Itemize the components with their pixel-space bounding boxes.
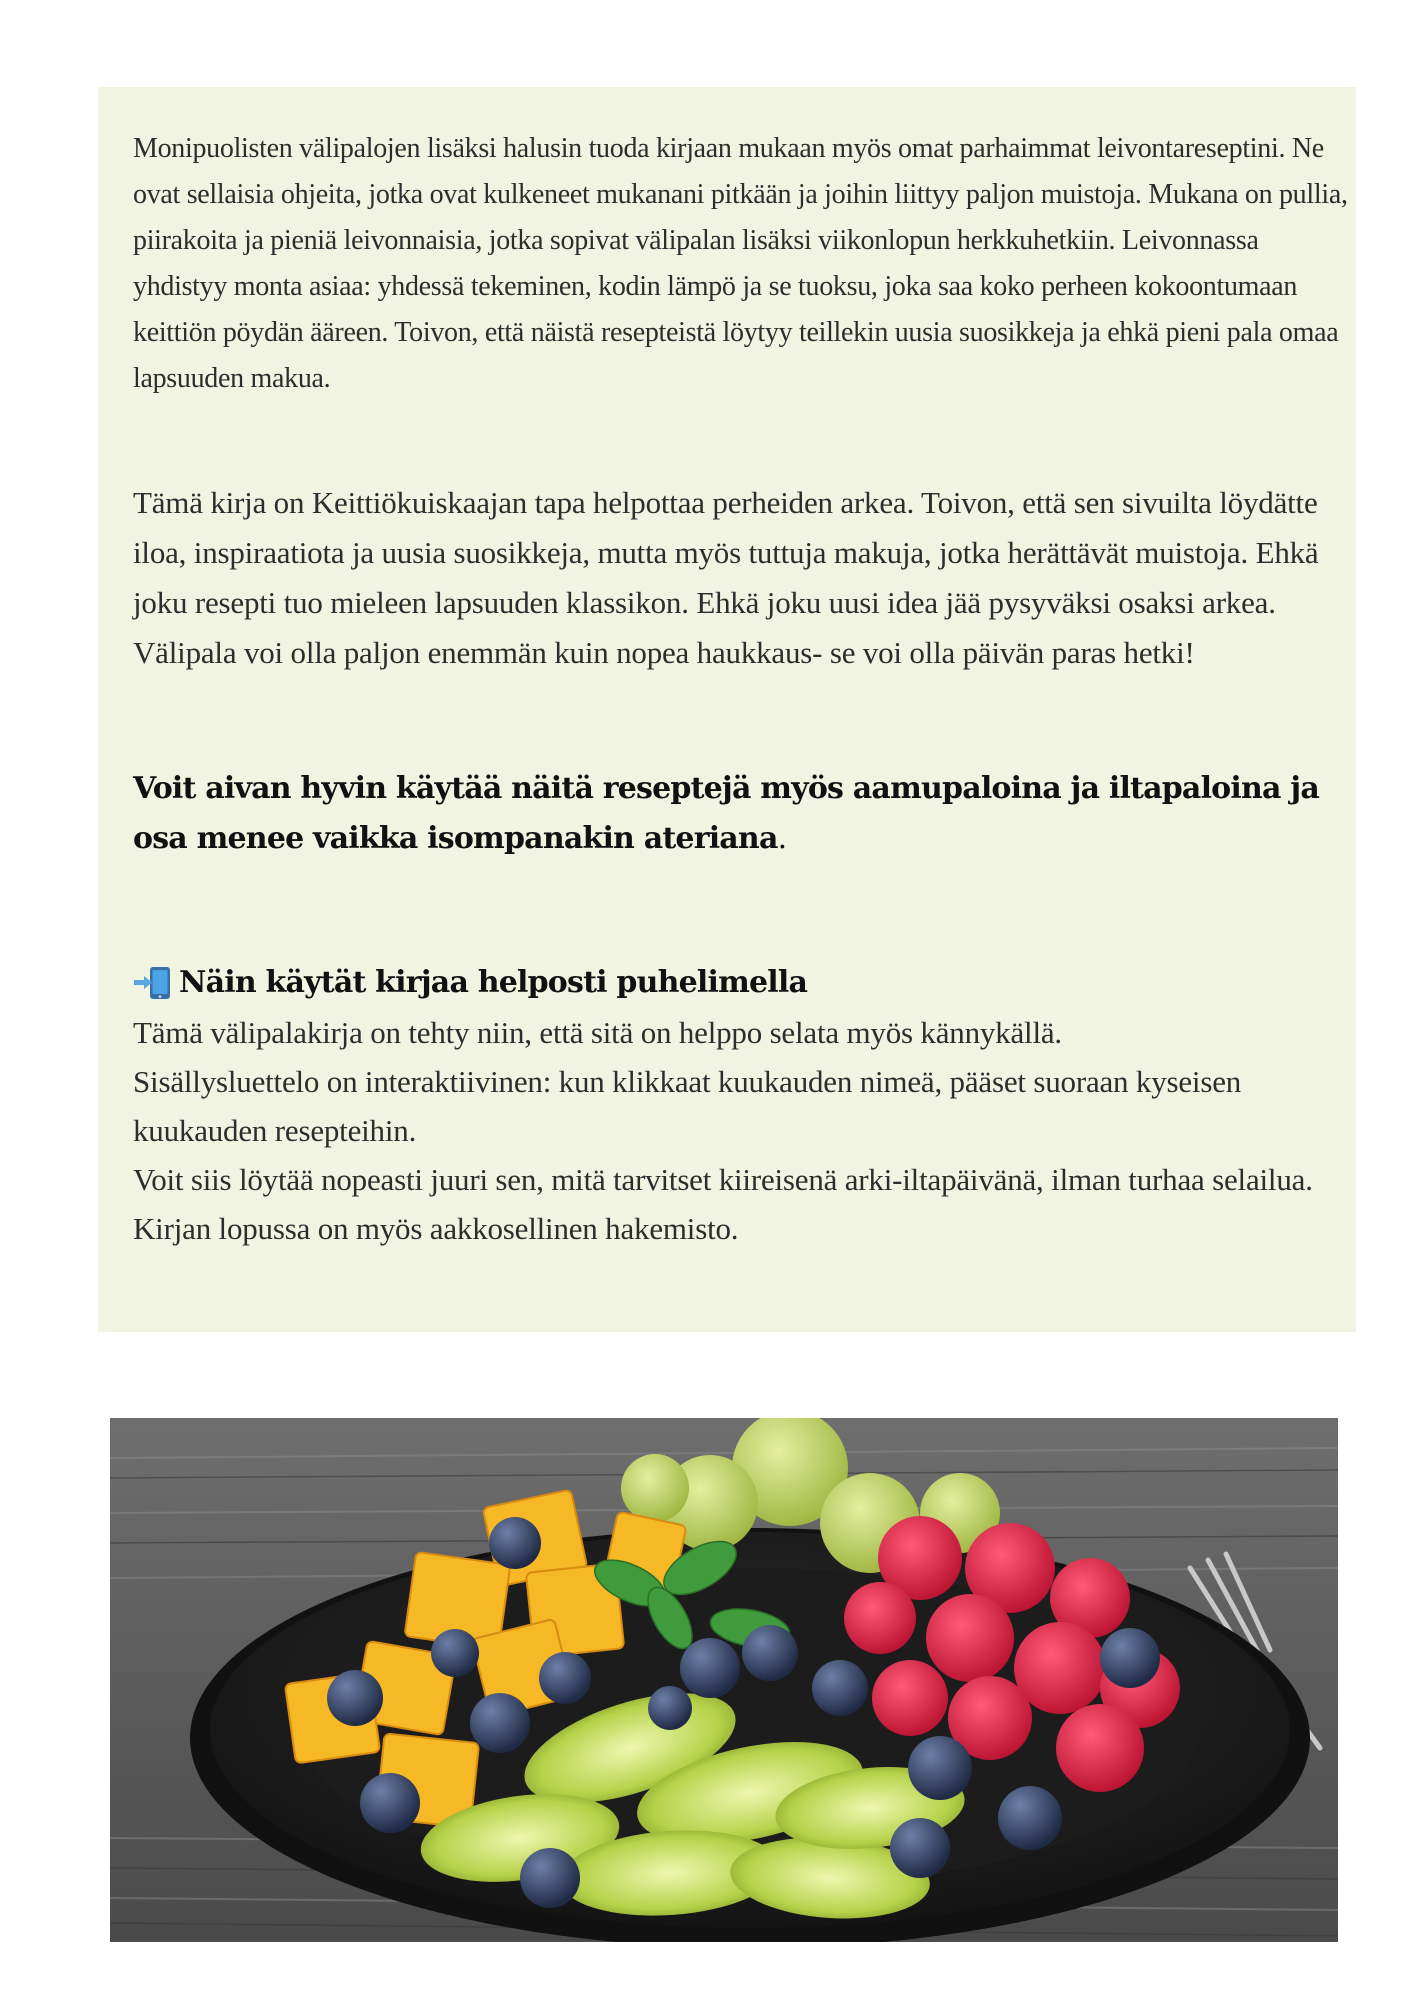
phone-line-3: Voit siis löytää nopeasti juuri sen, mitä tarvitset kiireisenä arki-iltapäivänä, ilman turhaa selailua. Kirjan lopussa on myös aakkosellinen hakemisto.: [133, 1162, 1313, 1246]
highlight-text: Voit aivan hyvin käytää näitä reseptejä myös aamupaloina ja iltapaloina ja osa menee vaikka isompanakin ateriana: [133, 771, 1319, 856]
intro-paragraph-2: Tämä kirja on Keittiökuiskaajan tapa helpottaa perheiden arkea. Toivon, että sen sivuilta löydätte iloa, inspiraatiota ja uusia suosikkeja, mutta myös tuttuja makuja, jotka herättävät muistoja. Ehkä joku resepti tuo mieleen lapsuuden klassikon. Ehkä joku uusi idea jää pysyväksi osaksi arkea. Välipala voi olla paljon enemmän kuin nopea haukkaus- se voi olla päivän paras hetki!: [133, 485, 1319, 670]
phone-line-1: Tämä välipalakirja on tehty niin, että sitä on helppo selata myös kännykällä.: [133, 1015, 1062, 1050]
phone-line-2: Sisällysluettelo on interaktiivinen: kun klikkaat kuukauden nimeä, pääset suoraan kyseisen kuukauden resepteihin.: [133, 1064, 1242, 1148]
fruit-salad-photo: [110, 1418, 1338, 1942]
phone-section-body: [133, 1008, 1353, 1253]
page-content: [133, 126, 1353, 1253]
mobile-phone-arrow-icon: [133, 966, 173, 1000]
highlight-period: .: [777, 821, 787, 856]
phone-section-title: Näin käytät kirjaa helposti puhelimella: [179, 965, 808, 1000]
intro-paragraph-1: Monipuolisten välipalojen lisäksi halusin tuoda kirjaan mukaan myös omat parhaimmat leivontareseptini. Ne ovat sellaisia ohjeita, jotka ovat kulkeneet mukanani pitkään ja joihin liittyy paljon muistoja. Mukana on pullia, piirakoita ja pieniä leivonnaisia, jotka sopivat välipalan lisäksi viikonlopun herkkuhetkiin. Leivonnassa yhdistyy monta asiaa: yhdessä tekeminen, kodin lämpö ja se tuoksu, joka saa koko perheen kokoontumaan keittiön pöydän ääreen. Toivon, että näistä resepteistä löytyy teillekin uusia suosikkeja ja ehkä pieni pala omaa lapsuuden makua.: [133, 133, 1348, 394]
phone-section-heading: [133, 958, 1353, 1008]
highlight-paragraph: [133, 764, 1353, 864]
